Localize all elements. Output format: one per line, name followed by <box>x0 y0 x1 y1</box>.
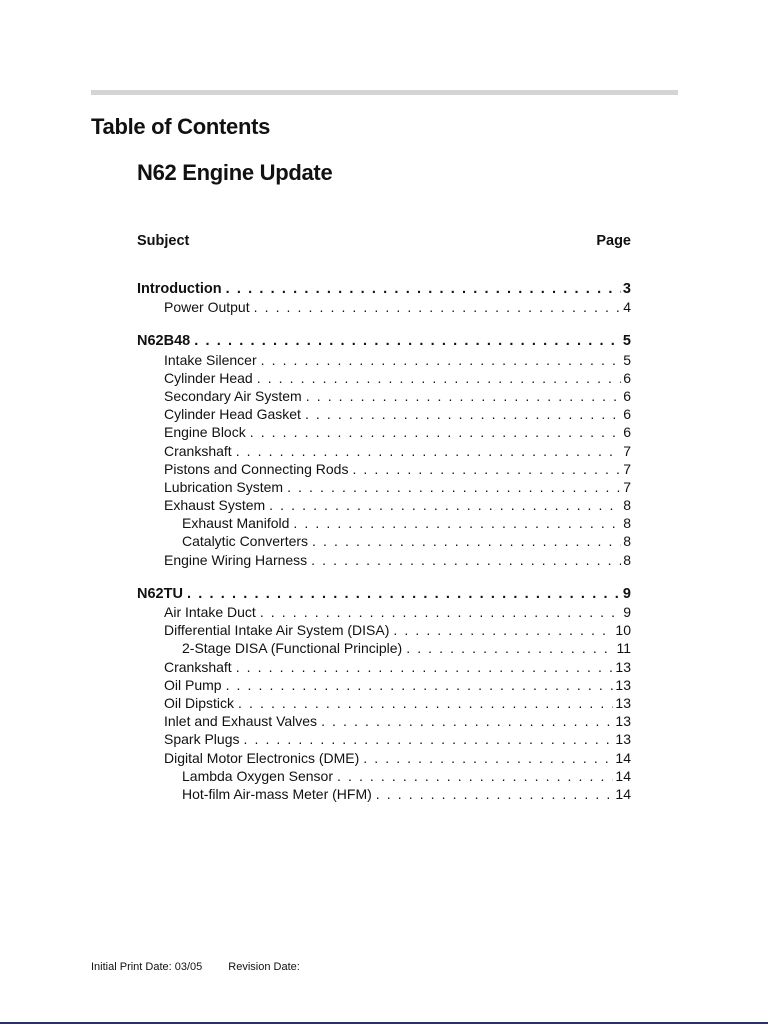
toc-entry <box>137 785 631 803</box>
toc-entry-page: 13 <box>615 694 631 711</box>
toc-entry-page: 8 <box>623 497 631 514</box>
dot-leader <box>261 351 622 369</box>
toc-entry <box>137 442 631 460</box>
toc-entry-title: Differential Intake Air System (DISA) <box>164 622 390 639</box>
dot-leader <box>257 369 621 387</box>
toc-entry-page: 8 <box>623 515 631 532</box>
toc-entry-title: Inlet and Exhaust Valves <box>164 713 318 730</box>
dot-leader <box>226 676 614 694</box>
toc-entry-title: Catalytic Converters <box>182 533 309 550</box>
dot-leader <box>393 621 613 639</box>
toc-entry-page: 6 <box>623 424 631 441</box>
toc-entry-page: 11 <box>616 640 631 657</box>
dot-leader <box>306 387 621 405</box>
toc-section <box>137 585 631 803</box>
toc-entry-title: Hot-film Air-mass Meter (HFM) <box>182 785 372 802</box>
toc-section <box>137 280 631 316</box>
toc-section-heading <box>137 332 631 350</box>
toc-entry <box>137 712 631 730</box>
toc-entry-title: Cylinder Head Gasket <box>164 406 301 423</box>
dot-leader <box>238 694 613 712</box>
toc-entry <box>137 767 631 785</box>
toc-entry-title: Pistons and Connecting Rods <box>164 460 349 477</box>
toc-entry-page: 4 <box>623 299 631 316</box>
toc-entry-page: 3 <box>622 281 631 297</box>
toc-section-heading <box>137 280 631 298</box>
dot-leader <box>305 405 621 423</box>
toc-entry-title: Oil Dipstick <box>164 694 235 711</box>
footer <box>91 961 300 973</box>
toc-entry-page: 14 <box>615 749 631 766</box>
dot-leader <box>312 532 621 550</box>
toc-entry-page: 5 <box>623 351 631 368</box>
dot-leader <box>376 785 614 803</box>
toc-entry-title: Exhaust System <box>164 497 266 514</box>
toc-entry <box>137 621 631 639</box>
toc-entry-title: Engine Block <box>164 424 246 441</box>
toc-entry-title: Exhaust Manifold <box>182 515 290 532</box>
column-header-subject: Subject <box>137 233 190 249</box>
toc-entry <box>137 551 631 569</box>
toc-entry-title: 2-Stage DISA (Functional Principle) <box>182 640 403 657</box>
toc-entry-page: 5 <box>622 333 631 350</box>
dot-leader <box>260 603 621 621</box>
top-rule <box>91 90 678 95</box>
print-date: Initial Print Date: 03/05 <box>91 961 203 973</box>
toc-entry <box>137 387 631 405</box>
toc-entry-title: Secondary Air System <box>164 387 302 404</box>
toc-entry <box>137 730 631 748</box>
dot-leader <box>406 639 614 657</box>
column-header-page: Page <box>596 233 631 249</box>
dot-leader <box>236 442 622 460</box>
toc-entry-page: 13 <box>615 676 631 693</box>
toc-entry-title: Crankshaft <box>164 658 232 675</box>
dot-leader <box>187 585 621 603</box>
dot-leader <box>337 767 613 785</box>
document-title: Table of Contents <box>91 114 271 139</box>
toc-entry <box>137 749 631 767</box>
toc-entry-title: Oil Pump <box>164 676 222 693</box>
dot-leader <box>293 514 621 532</box>
toc-entry <box>137 532 631 550</box>
dot-leader <box>250 423 621 441</box>
toc-entry-title: Intake Silencer <box>164 351 257 368</box>
dot-leader <box>363 749 613 767</box>
toc-section-heading <box>137 585 631 603</box>
toc-entry-page: 7 <box>623 442 631 459</box>
toc-entry-title: Lubrication System <box>164 478 284 495</box>
toc-entry-page: 14 <box>615 767 631 784</box>
toc-entry-title: Digital Motor Electronics (DME) <box>164 749 360 766</box>
dot-leader <box>321 712 613 730</box>
revision-date: Revision Date: <box>228 961 300 973</box>
toc-entry-title: Crankshaft <box>164 442 232 459</box>
toc-entry-page: 6 <box>623 369 631 386</box>
dot-leader <box>226 280 621 298</box>
toc-entry-title: Power Output <box>164 299 250 316</box>
toc-entry-title: Introduction <box>137 281 222 297</box>
toc-entry <box>137 405 631 423</box>
toc-entry-title: Air Intake Duct <box>164 604 256 620</box>
toc-entry <box>137 639 631 657</box>
dot-leader <box>269 496 621 514</box>
toc-entry-title: Engine Wiring Harness <box>164 551 308 568</box>
toc-entry-page: 9 <box>623 604 631 620</box>
toc-entry <box>137 478 631 496</box>
toc-entry-page: 6 <box>623 406 631 423</box>
toc-entry <box>137 369 631 387</box>
dot-leader <box>311 551 621 569</box>
toc-entry <box>137 676 631 694</box>
toc-section <box>137 332 631 568</box>
toc-entry-page: 13 <box>615 731 631 748</box>
toc-entry <box>137 603 631 621</box>
toc-entry-page: 10 <box>615 622 631 639</box>
toc-entry-page: 8 <box>623 551 631 568</box>
dot-leader <box>194 332 621 350</box>
toc-entry <box>137 423 631 441</box>
toc-entry-page: 6 <box>623 387 631 404</box>
toc-entry-title: Cylinder Head <box>164 369 253 386</box>
toc-entry-title: Spark Plugs <box>164 731 240 748</box>
toc-entry <box>137 351 631 369</box>
document-subtitle: N62 Engine Update <box>137 160 333 185</box>
dot-leader <box>254 298 622 316</box>
toc-entry-page: 7 <box>623 478 631 495</box>
toc-entry-title: Lambda Oxygen Sensor <box>182 767 333 784</box>
toc-entry-page: 13 <box>615 658 631 675</box>
toc-entry-page: 14 <box>615 785 631 802</box>
toc-entry-page: 13 <box>615 713 631 730</box>
dot-leader <box>287 478 621 496</box>
table-of-contents <box>137 280 631 819</box>
dot-leader <box>243 730 613 748</box>
toc-entry-page: 9 <box>622 585 631 602</box>
toc-entry <box>137 514 631 532</box>
toc-entry <box>137 298 631 316</box>
toc-entry-title: N62B48 <box>137 333 191 350</box>
toc-entry <box>137 496 631 514</box>
toc-entry <box>137 658 631 676</box>
toc-entry <box>137 694 631 712</box>
toc-entry <box>137 460 631 478</box>
dot-leader <box>352 460 621 478</box>
toc-entry-page: 7 <box>623 460 631 477</box>
toc-entry-page: 8 <box>623 533 631 550</box>
toc-entry-title: N62TU <box>137 585 183 602</box>
dot-leader <box>236 658 614 676</box>
